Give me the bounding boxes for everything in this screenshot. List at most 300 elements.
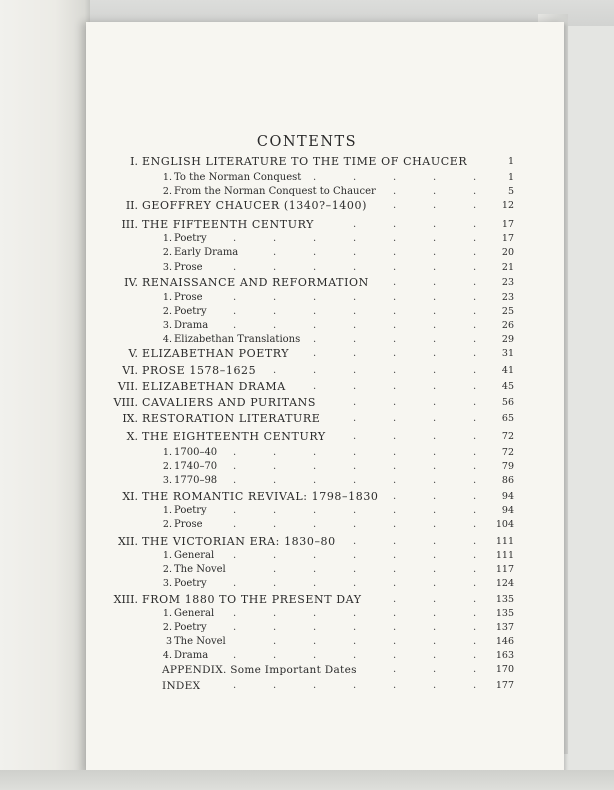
- toc-entry: [0, 276, 614, 290]
- leader-dot: .: [393, 233, 397, 244]
- toc-entry-page-number: 86: [501, 475, 514, 486]
- toc-entry-label: THE VICTORIAN ERA: 1830–80: [142, 535, 336, 548]
- leader-dot: .: [473, 413, 477, 424]
- leader-dot: .: [313, 461, 317, 472]
- leader-dot: .: [473, 200, 477, 211]
- toc-entry-number: XI.: [122, 490, 138, 503]
- leader-dot: .: [393, 247, 397, 258]
- leader-dot: .: [313, 233, 317, 244]
- leader-dot: .: [313, 564, 317, 575]
- leader-dot: .: [473, 680, 477, 691]
- leader-dot: .: [473, 306, 477, 317]
- toc-entry-number: 1.: [162, 233, 172, 244]
- toc-entry: [0, 446, 614, 460]
- leader-dot: .: [273, 292, 277, 303]
- leader-dot: .: [473, 431, 477, 442]
- leader-dot: .: [393, 381, 397, 392]
- leader-dot: .: [433, 636, 437, 647]
- leader-dot: .: [353, 348, 357, 359]
- leader-dot: .: [473, 365, 477, 376]
- toc-entry-number: VIII.: [113, 396, 138, 409]
- leader-dot: .: [473, 564, 477, 575]
- toc-entry-label: THE ROMANTIC REVIVAL: 1798–1830: [142, 490, 379, 503]
- leader-dot: .: [473, 262, 477, 273]
- toc-entry-page-number: 111: [495, 536, 514, 547]
- toc-entry-label: Prose: [174, 262, 203, 273]
- leader-dot: .: [473, 622, 477, 633]
- leader-dot: .: [473, 397, 477, 408]
- leader-dot: .: [233, 622, 237, 633]
- toc-entry-number: XII.: [117, 535, 138, 548]
- leader-dot: .: [393, 519, 397, 530]
- toc-entry-page-number: 26: [501, 320, 514, 331]
- toc-entry-page-number: 1: [507, 172, 514, 183]
- toc-entry-page-number: 111: [495, 550, 514, 561]
- leader-dot: .: [353, 475, 357, 486]
- toc-entry: [0, 663, 614, 677]
- toc-entry-page-number: 5: [507, 186, 514, 197]
- leader-dot: .: [433, 475, 437, 486]
- leader-dot: .: [273, 680, 277, 691]
- toc-entry-number: 4.: [162, 334, 172, 345]
- toc-entry-label: RESTORATION LITERATURE: [142, 412, 321, 425]
- leader-dot: .: [393, 578, 397, 589]
- toc-entry-page-number: 135: [495, 608, 514, 619]
- leader-dot: .: [273, 550, 277, 561]
- leader-dot: .: [353, 505, 357, 516]
- toc-entry-label: APPENDIX. Some Important Dates: [162, 664, 357, 676]
- leader-dot: .: [353, 247, 357, 258]
- leader-dot: .: [473, 650, 477, 661]
- leader-dot: .: [353, 306, 357, 317]
- leader-dot: .: [473, 334, 477, 345]
- toc-entry-page-number: 17: [501, 233, 514, 244]
- leader-dot: .: [393, 200, 397, 211]
- leader-dot: .: [353, 233, 357, 244]
- leader-dot: .: [353, 622, 357, 633]
- toc-entry-page-number: 23: [501, 277, 514, 288]
- leader-dot: .: [233, 475, 237, 486]
- toc-entry-label: Poetry: [174, 622, 207, 633]
- toc-entry-number: 1.: [162, 608, 172, 619]
- leader-dot: .: [393, 505, 397, 516]
- leader-dot: .: [433, 262, 437, 273]
- leader-dot: .: [473, 491, 477, 502]
- leader-dot: .: [313, 608, 317, 619]
- leader-dot: .: [233, 608, 237, 619]
- toc-entry-number: II.: [125, 199, 138, 212]
- toc-entry: [0, 155, 614, 169]
- leader-dot: .: [353, 578, 357, 589]
- toc-entry-label: Prose: [174, 519, 203, 530]
- leader-dot: .: [393, 413, 397, 424]
- leader-dot: .: [433, 664, 437, 675]
- leader-dot: .: [233, 262, 237, 273]
- leader-dot: .: [233, 320, 237, 331]
- leader-dot: .: [473, 578, 477, 589]
- toc-entry-number: 2.: [162, 564, 172, 575]
- toc-entry-label: FROM 1880 TO THE PRESENT DAY: [142, 593, 362, 606]
- toc-entry-page-number: 45: [501, 381, 514, 392]
- leader-dot: .: [433, 650, 437, 661]
- leader-dot: .: [353, 320, 357, 331]
- toc-entry-page-number: 135: [495, 594, 514, 605]
- toc-entry-page-number: 56: [501, 397, 514, 408]
- toc-entry: [0, 319, 614, 333]
- toc-entry-label: General: [174, 550, 215, 561]
- leader-dot: .: [393, 475, 397, 486]
- leader-dot: .: [353, 536, 357, 547]
- toc-entry: [0, 490, 614, 504]
- leader-dot: .: [433, 306, 437, 317]
- leader-dot: .: [473, 664, 477, 675]
- leader-dot: .: [433, 348, 437, 359]
- leader-dot: .: [233, 680, 237, 691]
- leader-dot: .: [353, 447, 357, 458]
- leader-dot: .: [353, 413, 357, 424]
- toc-entry-page-number: 163: [495, 650, 514, 661]
- leader-dot: .: [433, 186, 437, 197]
- toc-entry-page-number: 23: [501, 292, 514, 303]
- toc-entry-label: Poetry: [174, 578, 207, 589]
- toc-entry-label: Poetry: [174, 505, 207, 516]
- toc-entry: [0, 246, 614, 260]
- toc-entry-page-number: 72: [501, 431, 514, 442]
- leader-dot: .: [393, 608, 397, 619]
- toc-entry-label: To the Norman Conquest: [174, 172, 302, 183]
- leader-dot: .: [393, 397, 397, 408]
- leader-dot: .: [353, 365, 357, 376]
- leader-dot: .: [313, 475, 317, 486]
- leader-dot: .: [393, 650, 397, 661]
- leader-dot: .: [473, 505, 477, 516]
- toc-entry: [0, 396, 614, 410]
- leader-dot: .: [353, 381, 357, 392]
- toc-entry-page-number: 1: [507, 156, 514, 167]
- toc-entry: [0, 171, 614, 185]
- leader-dot: .: [353, 431, 357, 442]
- leader-dot: .: [393, 680, 397, 691]
- toc-entry-page-number: 124: [495, 578, 514, 589]
- leader-dot: .: [393, 636, 397, 647]
- leader-dot: .: [313, 636, 317, 647]
- leader-dot: .: [433, 564, 437, 575]
- leader-dot: .: [233, 505, 237, 516]
- leader-dot: .: [233, 447, 237, 458]
- toc-entry: [0, 563, 614, 577]
- toc-entry: [0, 577, 614, 591]
- toc-entry: [0, 364, 614, 378]
- leader-dot: .: [393, 186, 397, 197]
- leader-dot: .: [393, 172, 397, 183]
- leader-dot: .: [433, 277, 437, 288]
- leader-dot: .: [393, 594, 397, 605]
- leader-dot: .: [233, 233, 237, 244]
- leader-dot: .: [353, 564, 357, 575]
- leader-dot: .: [433, 578, 437, 589]
- toc-entry-label: GEOFFREY CHAUCER (1340?–1400): [142, 199, 367, 212]
- leader-dot: .: [393, 564, 397, 575]
- leader-dot: .: [313, 622, 317, 633]
- toc-entry-number: 4.: [162, 650, 172, 661]
- toc-entry-label: The Novel: [174, 636, 226, 647]
- toc-entry-number: 3: [165, 636, 172, 647]
- toc-entry: [0, 380, 614, 394]
- toc-entry-label: INDEX: [162, 680, 201, 692]
- leader-dot: .: [393, 491, 397, 502]
- toc-entry-page-number: 94: [501, 505, 514, 516]
- leader-dot: .: [313, 262, 317, 273]
- leader-dot: .: [353, 461, 357, 472]
- leader-dot: .: [273, 578, 277, 589]
- leader-dot: .: [433, 219, 437, 230]
- leader-dot: .: [273, 564, 277, 575]
- leader-dot: .: [433, 413, 437, 424]
- leader-dot: .: [433, 365, 437, 376]
- leader-dot: .: [473, 247, 477, 258]
- leader-dot: .: [233, 550, 237, 561]
- toc-entry-page-number: 72: [501, 447, 514, 458]
- leader-dot: .: [433, 397, 437, 408]
- leader-dot: .: [313, 447, 317, 458]
- leader-dot: .: [433, 233, 437, 244]
- toc-entry-number: 2.: [162, 622, 172, 633]
- leader-dot: .: [433, 622, 437, 633]
- toc-entry-label: The Novel: [174, 564, 226, 575]
- leader-dot: .: [313, 172, 317, 183]
- leader-dot: .: [313, 505, 317, 516]
- leader-dot: .: [273, 519, 277, 530]
- leader-dot: .: [313, 334, 317, 345]
- leader-dot: .: [473, 186, 477, 197]
- leader-dot: .: [393, 320, 397, 331]
- leader-dot: .: [353, 550, 357, 561]
- leader-dot: .: [273, 622, 277, 633]
- toc-entry-number: 1.: [162, 505, 172, 516]
- toc-entry: [0, 347, 614, 361]
- leader-dot: .: [433, 608, 437, 619]
- toc-entry-label: ELIZABETHAN POETRY: [142, 347, 290, 360]
- toc-entry: [0, 333, 614, 347]
- toc-entry-number: 2.: [162, 186, 172, 197]
- toc-entry-page-number: 41: [501, 365, 514, 376]
- leader-dot: .: [433, 334, 437, 345]
- leader-dot: .: [353, 334, 357, 345]
- toc-entry-label: Early Drama: [174, 247, 239, 258]
- toc-entry-page-number: 31: [501, 348, 514, 359]
- toc-entry-number: 2.: [162, 247, 172, 258]
- leader-dot: .: [273, 247, 277, 258]
- leader-dot: .: [313, 247, 317, 258]
- leader-dot: .: [433, 519, 437, 530]
- toc-entry-page-number: 170: [495, 664, 514, 675]
- leader-dot: .: [473, 320, 477, 331]
- leader-dot: .: [273, 365, 277, 376]
- toc-entry-page-number: 25: [501, 306, 514, 317]
- toc-entry-number: 3.: [162, 320, 172, 331]
- leader-dot: .: [273, 306, 277, 317]
- leader-dot: .: [313, 348, 317, 359]
- leader-dot: .: [273, 650, 277, 661]
- leader-dot: .: [433, 491, 437, 502]
- leader-dot: .: [473, 292, 477, 303]
- leader-dot: .: [473, 381, 477, 392]
- leader-dot: .: [393, 622, 397, 633]
- toc-entry: [0, 232, 614, 246]
- leader-dot: .: [313, 519, 317, 530]
- leader-dot: .: [233, 306, 237, 317]
- leader-dot: .: [433, 461, 437, 472]
- leader-dot: .: [433, 247, 437, 258]
- toc-entry-page-number: 146: [495, 636, 514, 647]
- toc-entry-page-number: 94: [501, 491, 514, 502]
- leader-dot: .: [273, 447, 277, 458]
- leader-dot: .: [273, 505, 277, 516]
- leader-dot: .: [393, 536, 397, 547]
- leader-dot: .: [473, 536, 477, 547]
- leader-dot: .: [233, 461, 237, 472]
- leader-dot: .: [393, 461, 397, 472]
- leader-dot: .: [473, 519, 477, 530]
- leader-dot: .: [473, 219, 477, 230]
- toc-entry: [0, 218, 614, 232]
- toc-entry: [0, 185, 614, 199]
- leader-dot: .: [313, 381, 317, 392]
- leader-dot: .: [313, 365, 317, 376]
- leader-dot: .: [393, 277, 397, 288]
- leader-dot: .: [353, 519, 357, 530]
- leader-dot: .: [393, 334, 397, 345]
- toc-entry-label: Drama: [174, 320, 209, 331]
- leader-dot: .: [313, 306, 317, 317]
- leader-dot: .: [393, 262, 397, 273]
- toc-entry-label: Elizabethan Translations: [174, 334, 301, 345]
- toc-entry-label: General: [174, 608, 215, 619]
- leader-dot: .: [393, 348, 397, 359]
- toc-entry: [0, 535, 614, 549]
- leader-dot: .: [473, 608, 477, 619]
- toc-entry: [0, 261, 614, 275]
- toc-entry-page-number: 20: [501, 247, 514, 258]
- leader-dot: .: [473, 475, 477, 486]
- leader-dot: .: [433, 680, 437, 691]
- toc-entry: [0, 430, 614, 444]
- toc-entry: [0, 593, 614, 607]
- toc-entry-number: 1.: [162, 447, 172, 458]
- toc-entry-label: PROSE 1578–1625: [142, 364, 257, 377]
- leader-dot: .: [393, 447, 397, 458]
- toc-entry-number: XIII.: [113, 593, 138, 606]
- toc-entry-number: VII.: [117, 380, 138, 393]
- leader-dot: .: [273, 608, 277, 619]
- leader-dot: .: [313, 680, 317, 691]
- toc-entry-page-number: 21: [501, 262, 514, 273]
- toc-entry-page-number: 17: [501, 219, 514, 230]
- leader-dot: .: [393, 664, 397, 675]
- leader-dot: .: [393, 306, 397, 317]
- toc-entry-number: 3.: [162, 475, 172, 486]
- toc-entry-page-number: 177: [495, 680, 514, 691]
- leader-dot: .: [433, 550, 437, 561]
- toc-entry-label: Poetry: [174, 306, 207, 317]
- toc-entry: [0, 635, 614, 649]
- leader-dot: .: [353, 636, 357, 647]
- leader-dot: .: [353, 397, 357, 408]
- leader-dot: .: [473, 172, 477, 183]
- leader-dot: .: [313, 650, 317, 661]
- leader-dot: .: [233, 292, 237, 303]
- toc-entry: [0, 305, 614, 319]
- toc-entry: [0, 504, 614, 518]
- leader-dot: .: [273, 262, 277, 273]
- toc-entry-page-number: 117: [495, 564, 514, 575]
- toc-entry-label: THE FIFTEENTH CENTURY: [142, 218, 314, 231]
- leader-dot: .: [433, 200, 437, 211]
- leader-dot: .: [393, 219, 397, 230]
- toc-entry-number: 2.: [162, 519, 172, 530]
- toc-entry-label: 1700–40: [174, 447, 218, 458]
- leader-dot: .: [473, 277, 477, 288]
- leader-dot: .: [273, 636, 277, 647]
- toc-entry-number: VI.: [122, 364, 138, 377]
- leader-dot: .: [353, 262, 357, 273]
- toc-entry: [0, 518, 614, 532]
- toc-entry-label: Prose: [174, 292, 203, 303]
- toc-entry-label: Drama: [174, 650, 209, 661]
- toc-entry-number: 2.: [162, 461, 172, 472]
- leader-dot: .: [313, 550, 317, 561]
- toc-entry-number: V.: [128, 347, 138, 360]
- toc-entry: [0, 621, 614, 635]
- leader-dot: .: [433, 292, 437, 303]
- leader-dot: .: [433, 381, 437, 392]
- toc-entry-number: III.: [121, 218, 138, 231]
- leader-dot: .: [273, 320, 277, 331]
- leader-dot: .: [273, 233, 277, 244]
- toc-entry: [0, 549, 614, 563]
- toc-entry-page-number: 79: [501, 461, 514, 472]
- toc-entry-number: 1.: [162, 172, 172, 183]
- leader-dot: .: [313, 292, 317, 303]
- toc-entry-number: I.: [130, 155, 138, 168]
- toc-entry-number: X.: [126, 430, 138, 443]
- leader-dot: .: [473, 348, 477, 359]
- toc-entry-number: 2.: [162, 306, 172, 317]
- leader-dot: .: [233, 519, 237, 530]
- leader-dot: .: [353, 219, 357, 230]
- leader-dot: .: [433, 447, 437, 458]
- leader-dot: .: [433, 594, 437, 605]
- leader-dot: .: [393, 292, 397, 303]
- toc-entry: [0, 679, 614, 693]
- toc-entry-number: 1.: [162, 550, 172, 561]
- toc-entry-page-number: 65: [501, 413, 514, 424]
- toc-entry-number: 3.: [162, 262, 172, 273]
- toc-entry-number: 3.: [162, 578, 172, 589]
- leader-dot: .: [353, 608, 357, 619]
- toc-entry-number: IX.: [122, 412, 138, 425]
- leader-dot: .: [353, 680, 357, 691]
- leader-dot: .: [233, 578, 237, 589]
- leader-dot: .: [273, 475, 277, 486]
- toc-entry-label: RENAISSANCE AND REFORMATION: [142, 276, 369, 289]
- leader-dot: .: [433, 320, 437, 331]
- leader-dot: .: [233, 650, 237, 661]
- leader-dot: .: [353, 172, 357, 183]
- page-title: CONTENTS: [256, 134, 358, 150]
- leader-dot: .: [433, 505, 437, 516]
- toc-entry-number: 1.: [162, 292, 172, 303]
